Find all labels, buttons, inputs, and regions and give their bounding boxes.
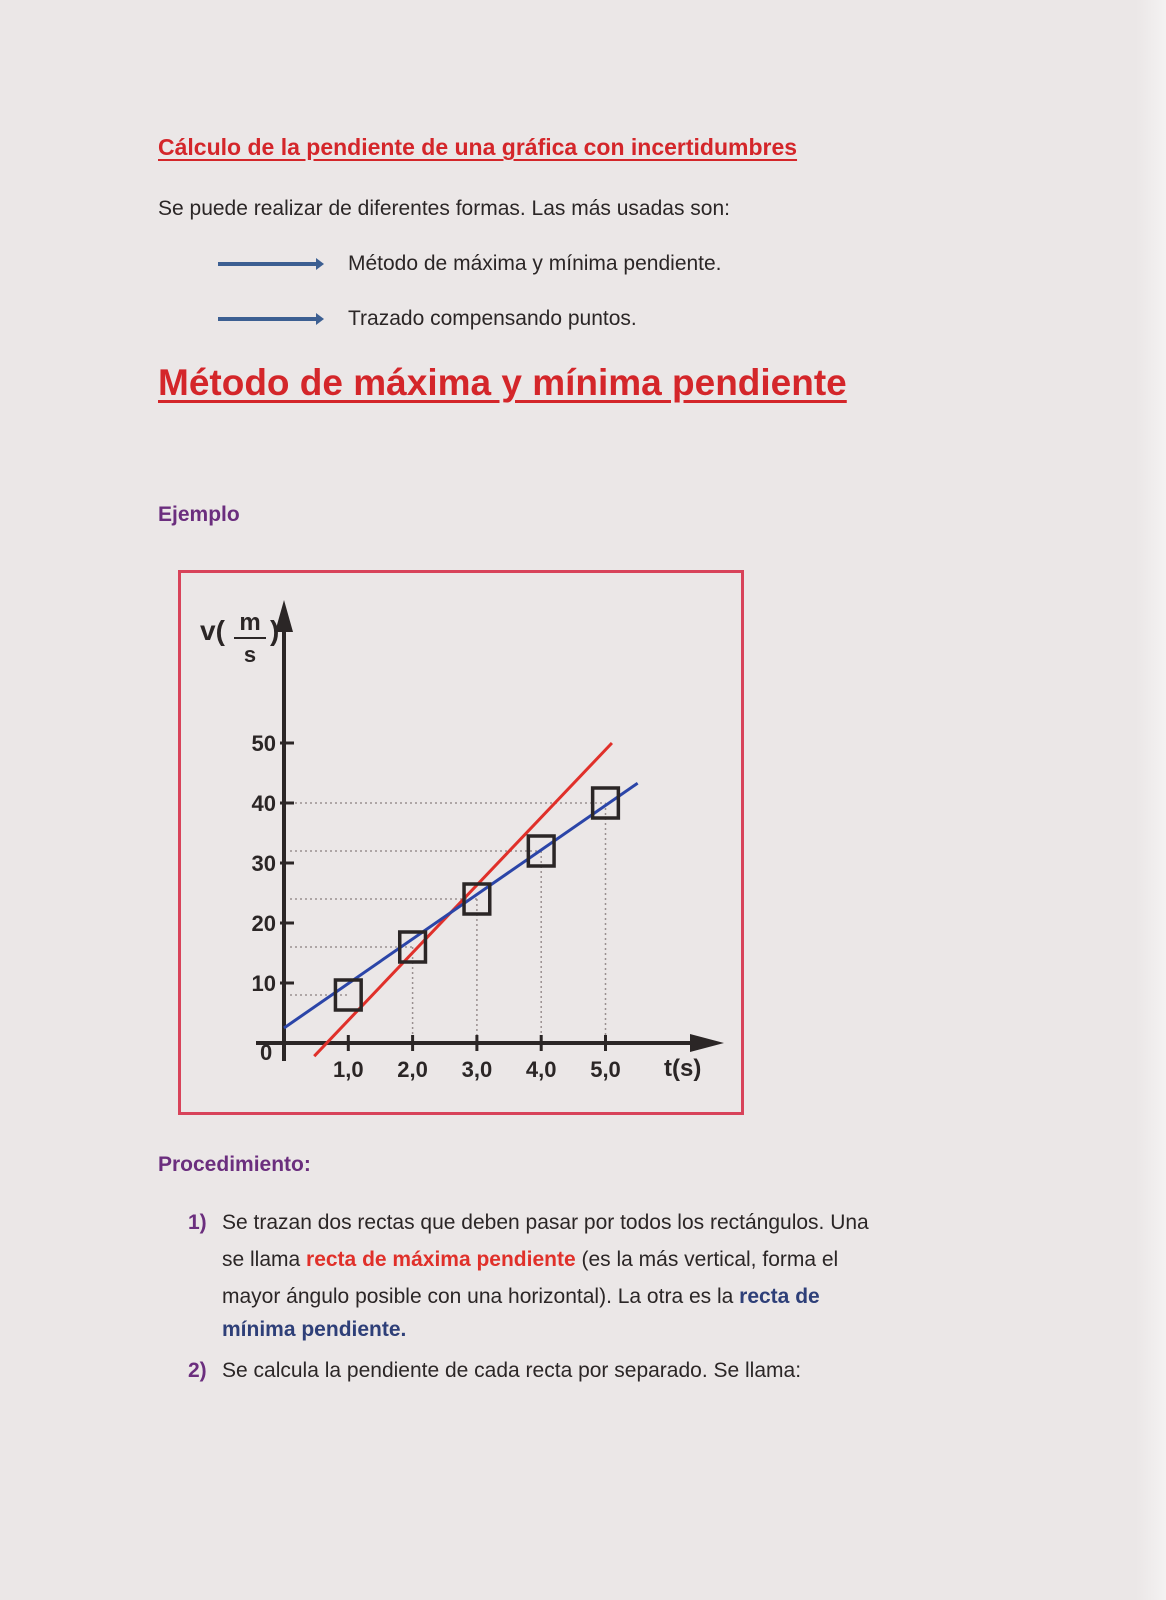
x-tick-label: 3,0 bbox=[461, 1057, 493, 1082]
step-number: 1) bbox=[188, 1211, 207, 1234]
step-1 bbox=[188, 1204, 869, 1345]
step-number: 2) bbox=[188, 1359, 207, 1382]
x-tick-label: 2,0 bbox=[397, 1057, 428, 1082]
step-2 bbox=[188, 1352, 801, 1389]
step-text: se llama bbox=[222, 1248, 307, 1271]
y-axis-label-num: m bbox=[239, 609, 261, 636]
x-tick-label: 4,0 bbox=[525, 1057, 557, 1082]
intro-text: Se puede realizar de diferentes formas. Las más usadas son: bbox=[158, 197, 730, 220]
y-axis-label-den: s bbox=[243, 642, 257, 667]
procedure-label: Procedimiento: bbox=[158, 1153, 311, 1176]
document-title: Cálculo de la pendiente de una gráfica con incertidumbres bbox=[158, 134, 798, 160]
arrow-right-icon bbox=[218, 317, 320, 321]
y-tick-label: 10 bbox=[251, 971, 276, 996]
page-edge bbox=[1136, 0, 1166, 1600]
velocity-time-chart bbox=[178, 570, 738, 1109]
x-tick-label: 5,0 bbox=[590, 1057, 621, 1082]
step-text: Se trazan dos rectas que deben pasar por todos los rectángulos. Una bbox=[222, 1211, 869, 1234]
min-slope-term: mínima pendiente. bbox=[222, 1318, 407, 1341]
origin-label: 0 bbox=[260, 1040, 273, 1065]
y-axis-label-suffix: ) bbox=[270, 615, 280, 646]
step-text: (es la más vertical, forma el bbox=[575, 1248, 839, 1271]
method-label: Trazado compensando puntos. bbox=[348, 307, 637, 330]
y-tick-label: 50 bbox=[251, 731, 276, 756]
chart-frame bbox=[178, 570, 744, 1115]
method-label: Método de máxima y mínima pendiente. bbox=[348, 252, 722, 275]
y-tick-label: 40 bbox=[251, 791, 276, 816]
arrow-right-icon bbox=[218, 262, 320, 266]
x-axis-label: t(s) bbox=[664, 1055, 702, 1082]
x-tick-label: 1,0 bbox=[333, 1057, 364, 1082]
x-axis-arrowhead bbox=[690, 1034, 724, 1052]
y-axis-label-prefix: v( bbox=[200, 615, 225, 646]
min-slope-term: recta de bbox=[739, 1285, 820, 1308]
y-tick-label: 20 bbox=[251, 911, 276, 936]
example-label: Ejemplo bbox=[158, 503, 240, 526]
section-heading: Método de máxima y mínima pendiente bbox=[158, 362, 847, 403]
method-item bbox=[218, 307, 637, 331]
step-text: mayor ángulo posible con una horizontal). La otra es la bbox=[222, 1285, 740, 1308]
max-slope-term: recta de máxima pendiente bbox=[306, 1248, 576, 1271]
method-item bbox=[218, 252, 722, 276]
step-text: Se calcula la pendiente de cada recta por separado. Se llama: bbox=[222, 1359, 802, 1382]
y-tick-label: 30 bbox=[251, 851, 276, 876]
